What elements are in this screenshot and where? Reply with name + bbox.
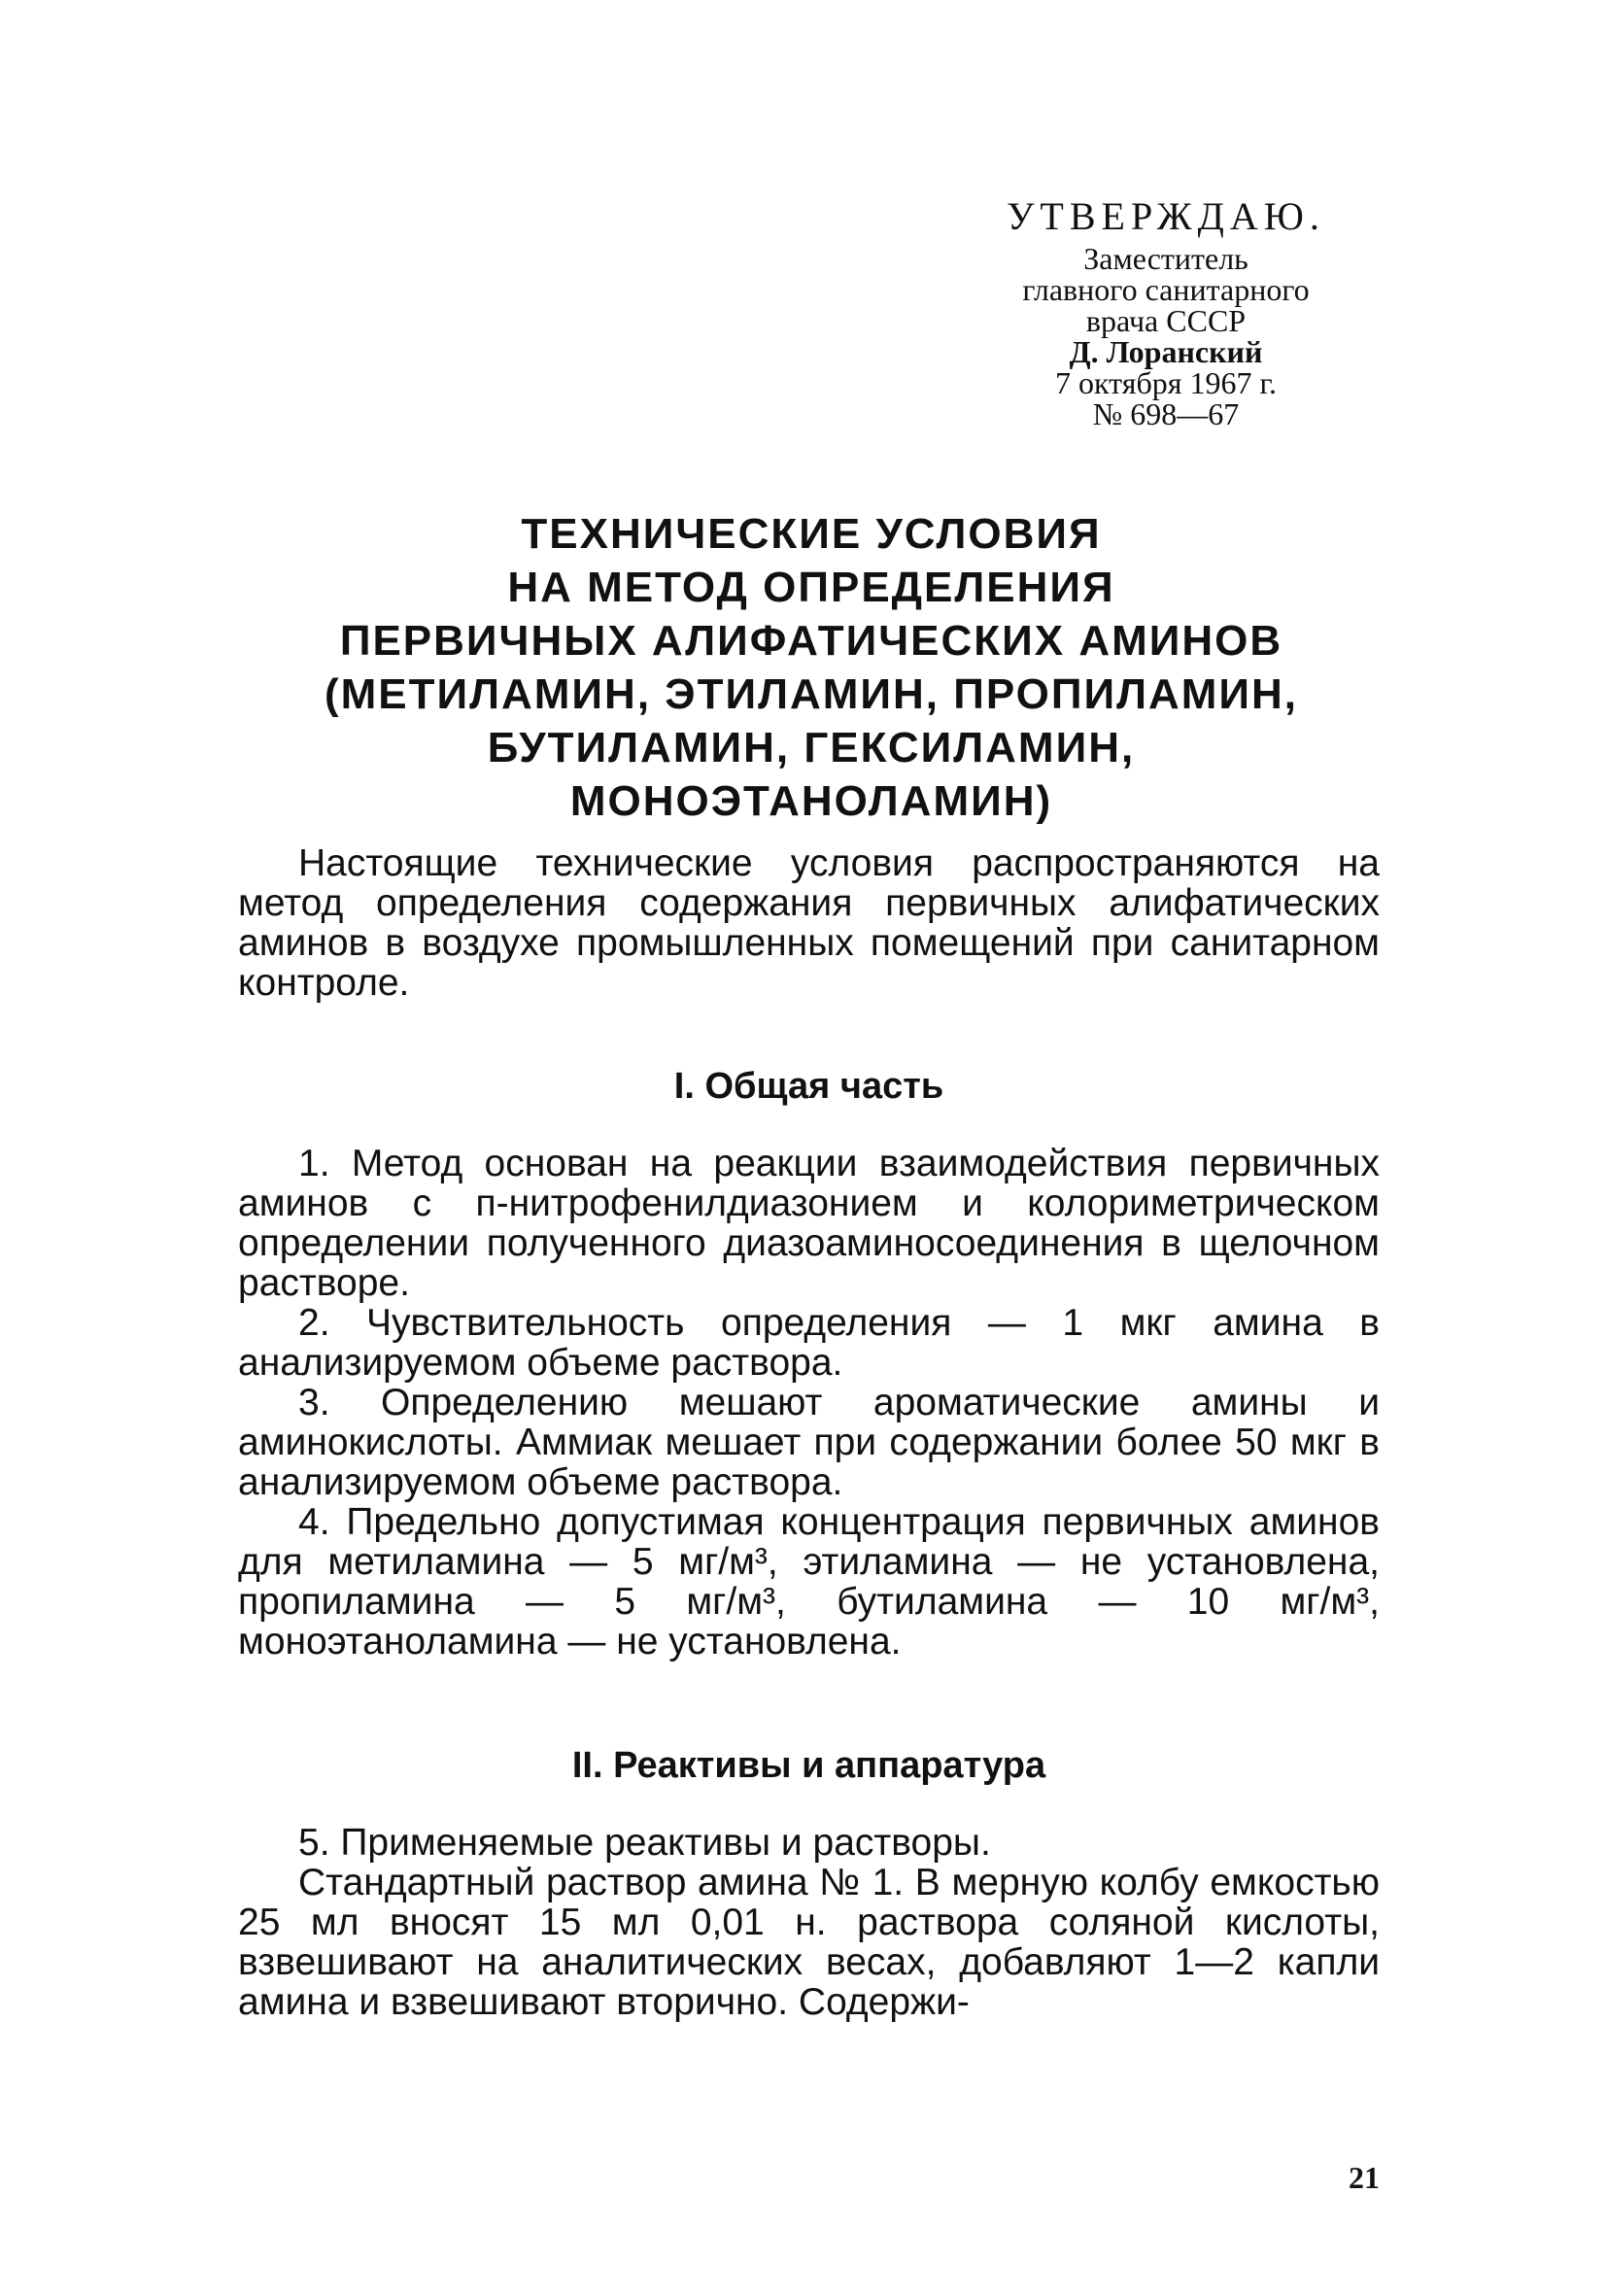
intro-block	[238, 843, 1380, 1003]
approval-line: главного санитарного	[1022, 272, 1310, 307]
title-line: (МЕТИЛАМИН, ЭТИЛАМИН, ПРОПИЛАМИН,	[324, 670, 1299, 718]
section-general-body	[238, 1144, 1380, 1662]
approval-number: № 698—67	[1092, 396, 1240, 431]
approval-line: врача СССР	[1085, 303, 1247, 338]
approval-block	[952, 194, 1380, 429]
title-line: ПЕРВИЧНЫХ АЛИФАТИЧЕСКИХ АМИНОВ	[339, 617, 1283, 665]
approval-signer: Д. Лоранский	[1069, 334, 1263, 369]
approval-heading: УТВЕРЖДАЮ.	[1007, 194, 1325, 238]
approval-line: Заместитель	[1083, 241, 1248, 276]
title-line: НА МЕТОД ОПРЕДЕЛЕНИЯ	[507, 564, 1115, 611]
approval-date: 7 октября 1967 г.	[1055, 365, 1277, 400]
section-reagents-body	[238, 1823, 1380, 2022]
title-line: МОНОЭТАНОЛАМИН)	[569, 777, 1053, 825]
document-title	[194, 507, 1428, 828]
paragraph-item: 2. Чувствительность определения — 1 мкг амина в анализируемом объеме раствора.	[238, 1302, 1380, 1384]
section-heading-reagents: II. Реактивы и аппаратура	[571, 1745, 1046, 1786]
paragraph-item: 4. Предельно допустимая концентрация первичных аминов для метиламина — 5 мг/м³, этиламина — не установлена, пропиламина — 5 мг/м³, бутиламина — 10 мг/м³, моноэтаноламина — не установлена.	[238, 1501, 1380, 1662]
section-heading-general: I. Общая часть	[673, 1066, 944, 1107]
title-line: БУТИЛАМИН, ГЕКСИЛАМИН,	[487, 724, 1136, 771]
paragraph-item: 5. Применяемые реактивы и растворы.	[298, 1822, 991, 1864]
page-number: 21	[1349, 2160, 1380, 2195]
paragraph-item: Стандартный раствор амина № 1. В мерную колбу емкостью 25 мл вносят 15 мл 0,01 н. раствора соляной кислоты, взвешивают на аналитических весах, добавляют 1—2 капли амина и взвешивают вторично. Содержи-	[238, 1862, 1380, 2023]
intro-paragraph: Настоящие технические условия распространяются на метод определения содержания первичных алифатических аминов в воздухе промышленных помещений при санитарном контроле.	[238, 842, 1380, 1004]
paragraph-item: 3. Определению мешают ароматические амины и аминокислоты. Аммиак мешает при содержании более 50 мкг в анализируемом объеме раствора.	[238, 1382, 1380, 1503]
paragraph-item: 1. Метод основан на реакции взаимодействия первичных аминов с п-нитрофенилдиазонием и колориметрическом определении полученного диазоаминосоединения в щелочном растворе.	[238, 1143, 1380, 1304]
title-line: ТЕХНИЧЕСКИЕ УСЛОВИЯ	[521, 510, 1102, 558]
